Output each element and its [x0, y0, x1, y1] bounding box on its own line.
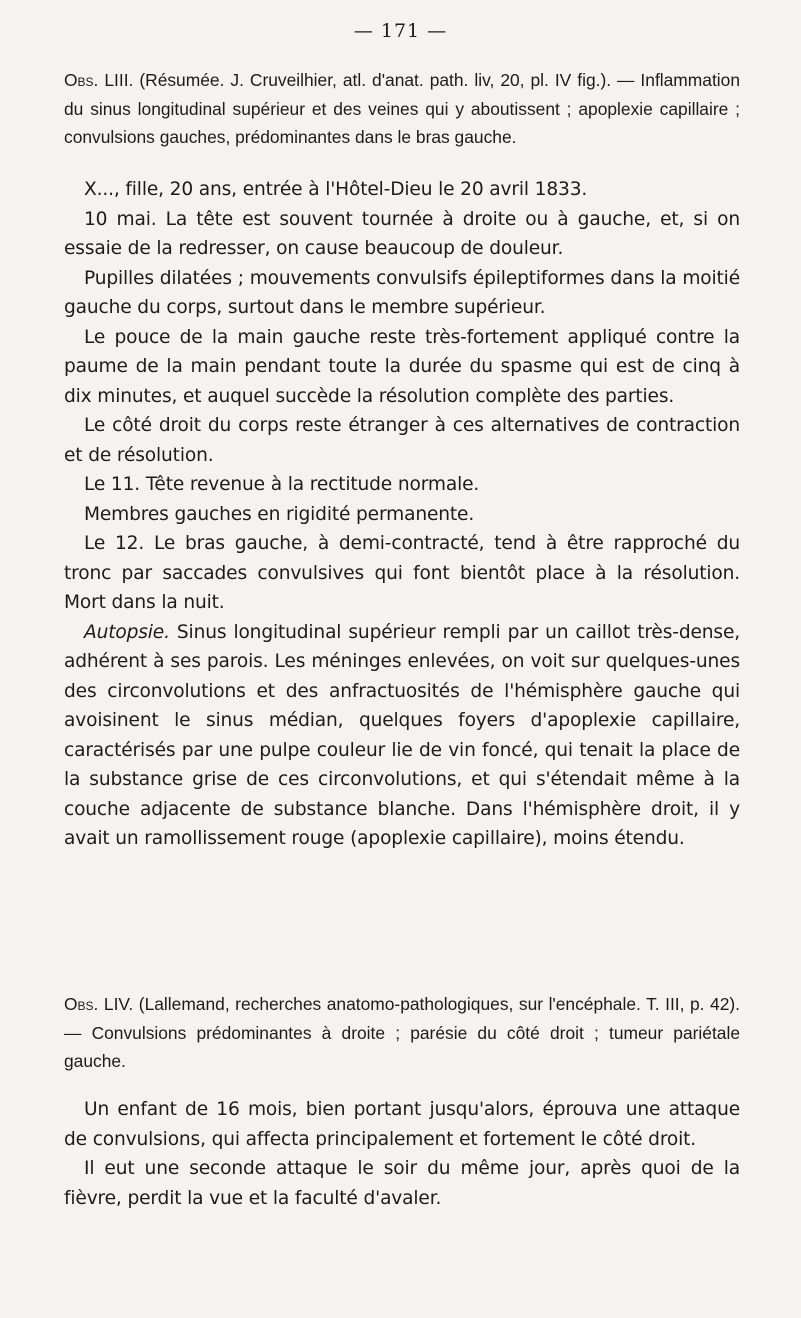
obs-53-paragraph: 10 mai. La tête est souvent tournée à droite ou à gauche, et, si on essaie de la redresser, on cause beaucoup de douleur.: [64, 208, 740, 259]
obs-54-heading: [64, 990, 740, 1076]
obs-53-heading: [64, 66, 740, 152]
obs-54-paragraph: Un enfant de 16 mois, bien portant jusqu'alors, éprouva une attaque de convulsions, qui affecta principalement et fortement le côté droit.: [64, 1099, 740, 1150]
obs-54-paragraph: Il eut une seconde attaque le soir du même jour, après quoi de la fièvre, perdit la vue et la faculté d'avaler.: [64, 1158, 740, 1209]
obs-53-abbr: Obs.: [64, 70, 99, 90]
obs-53-heading-text: LIII. (Résumée. J. Cruveilhier, atl. d'anat. path. liv, 20, pl. IV fig.). — Inflammation du sinus longitudinal supérieur et des veines qui y aboutissent ; apoplexie capillaire ; convulsions gauches, prédominantes dans le bras gauche.: [64, 70, 740, 147]
obs-53-paragraph: Le côté droit du corps reste étranger à ces alternatives de contraction et de résolution.: [64, 415, 740, 466]
obs-54-heading-text: LIV. (Lallemand, recherches anatomo-pathologiques, sur l'encéphale. T. III, p. 42). — Convulsions prédominantes à droite ; parésie du côté droit ; tumeur pariétale gauche.: [64, 994, 740, 1071]
obs-53-body: [64, 175, 740, 854]
obs-53-paragraph: Membres gauches en rigidité permanente.: [84, 503, 475, 525]
obs-53-paragraph: Le 11. Tête revenue à la rectitude normale.: [84, 474, 480, 495]
obs-53-paragraph: X..., fille, 20 ans, entrée à l'Hôtel-Dieu le 20 avril 1833.: [84, 179, 588, 200]
obs-53-paragraph: Pupilles dilatées ; mouvements convulsifs épileptiformes dans la moitié gauche du corps, surtout dans le membre supérieur.: [64, 267, 740, 318]
obs-54-body: [64, 1095, 740, 1213]
obs-53-autopsy-paragraph: [64, 618, 740, 854]
autopsy-label: Autopsie.: [84, 621, 170, 643]
obs-54-abbr: Obs.: [64, 994, 99, 1014]
page-number: — 171 —: [353, 20, 448, 42]
obs-53-paragraph: Le 12. Le bras gauche, à demi-contracté, tend à être rapproché du tronc par saccades convulsives qui font bientôt place à la résolution. Mort dans la nuit.: [64, 533, 740, 613]
autopsy-text: Sinus longitudinal supérieur rempli par un caillot très-dense, adhérent à ses parois. Les méninges enlevées, on voit sur quelques-unes des circonvolutions et des anfractuosités de l'hémisphère gauche qui avoisinent le sinus médian, quelques foyers d'apoplexie capillaire, caractérisés par une pulpe couleur lie de vin foncé, qui tenait la place de la substance grise de ces circonvolutions, et qui s'étendait même à la couche adjacente de substance blanche. Dans l'hémisphère droit, il y avait un ramollissement rouge (apoplexie capillaire), moins étendu.: [64, 621, 740, 849]
obs-53-paragraph: Le pouce de la main gauche reste très-fortement appliqué contre la paume de la main pendant toute la durée du spasme qui est de cinq à dix minutes, et auquel succède la résolution complète des parties.: [64, 326, 740, 407]
